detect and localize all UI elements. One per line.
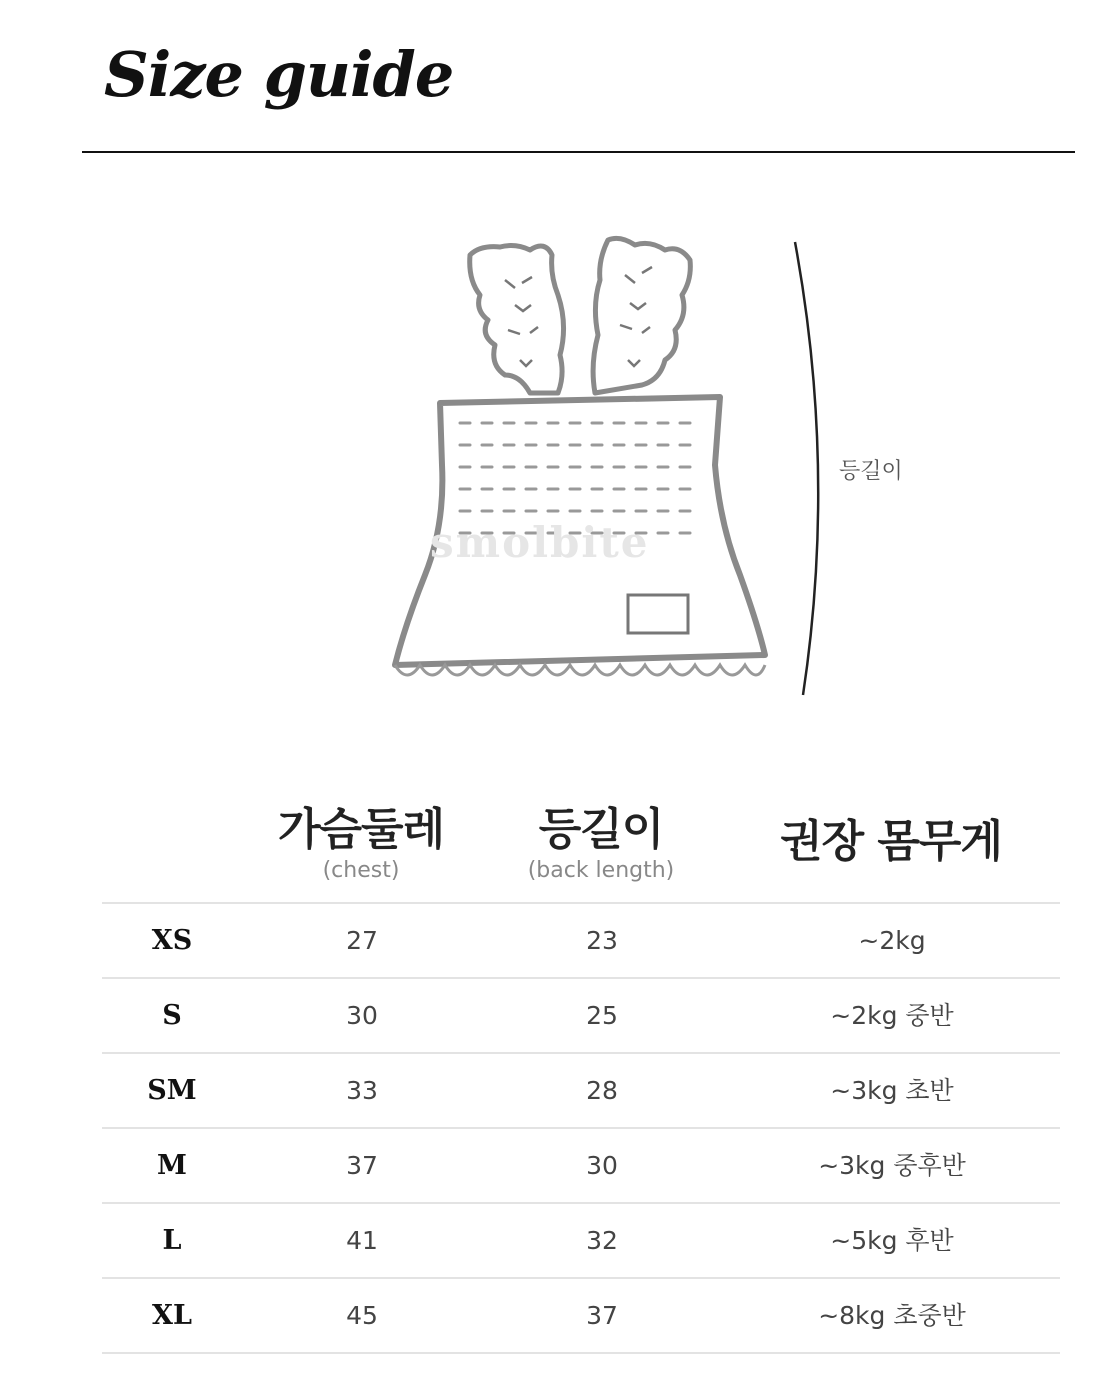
header-back-length xyxy=(481,806,721,883)
chest-value: 27 xyxy=(346,926,378,955)
table-row xyxy=(102,1203,1060,1278)
size-label: M xyxy=(157,1150,187,1181)
page-title: Size guide xyxy=(104,38,454,111)
table-row xyxy=(102,1128,1060,1203)
weight-value: ~3kg 중후반 xyxy=(818,1151,966,1180)
chest-value: 30 xyxy=(346,1001,378,1030)
weight-value: ~8kg 초중반 xyxy=(818,1301,966,1330)
header-chest-ko: 가슴둘레 xyxy=(277,804,444,855)
header-back-length-ko: 등길이 xyxy=(538,804,664,855)
size-label: SM xyxy=(147,1075,197,1106)
chest-value: 37 xyxy=(346,1151,378,1180)
header-back-length-en: (back length) xyxy=(527,858,675,884)
back-length-value: 37 xyxy=(586,1301,618,1330)
back-length-value: 28 xyxy=(586,1076,618,1105)
back-length-value: 30 xyxy=(586,1151,618,1180)
weight-value: ~3kg 초반 xyxy=(830,1076,954,1105)
header-recommended-weight xyxy=(741,818,1041,866)
size-label: XS xyxy=(151,925,193,956)
table-row xyxy=(102,1053,1060,1128)
back-length-value: 32 xyxy=(586,1226,618,1255)
weight-value: ~5kg 후반 xyxy=(830,1226,954,1255)
chest-value: 45 xyxy=(346,1301,378,1330)
chest-value: 33 xyxy=(346,1076,378,1105)
table-row xyxy=(102,903,1060,978)
back-length-measure-line xyxy=(785,240,835,700)
garment-illustration xyxy=(380,225,780,715)
table-divider xyxy=(102,1352,1060,1354)
back-length-label: 등길이 xyxy=(839,459,903,484)
header-chest xyxy=(241,806,481,883)
chest-value: 41 xyxy=(346,1226,378,1255)
back-length-value: 23 xyxy=(586,926,618,955)
size-label: XL xyxy=(152,1300,192,1331)
table-row xyxy=(102,978,1060,1053)
watermark: smolbite xyxy=(430,518,650,567)
table-row xyxy=(102,1278,1060,1353)
weight-value: ~2kg xyxy=(858,926,926,955)
size-label: L xyxy=(162,1225,182,1256)
header-chest-en: (chest) xyxy=(322,858,400,884)
title-divider xyxy=(82,151,1075,153)
weight-value: ~2kg 중반 xyxy=(830,1001,954,1030)
header-recommended-weight-ko: 권장 몸무게 xyxy=(780,816,1002,867)
size-label: S xyxy=(162,1000,182,1031)
back-length-value: 25 xyxy=(586,1001,618,1030)
